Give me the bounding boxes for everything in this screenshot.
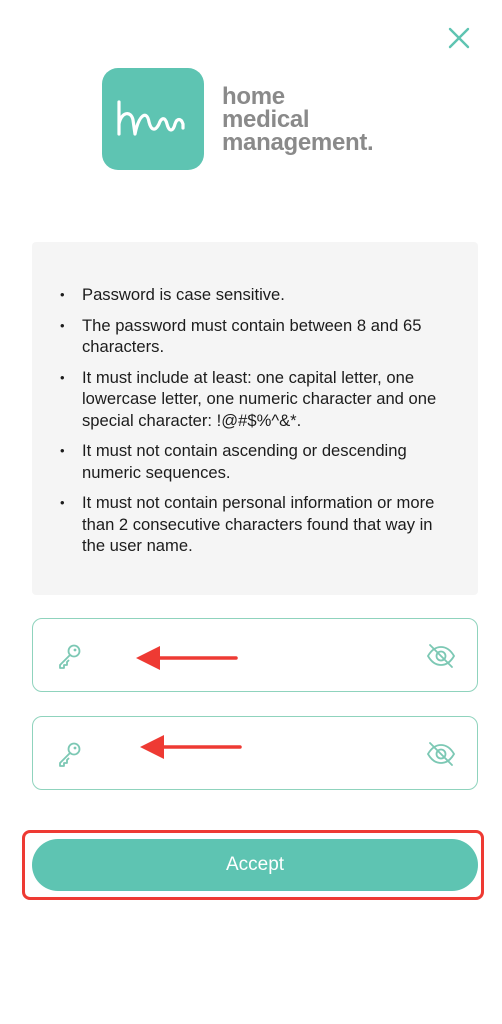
close-icon (440, 20, 478, 58)
annotation-arrow-left (134, 642, 238, 674)
rule-item: • It must not contain personal information or more than 2 consecutive characters found that way in the user name. (56, 492, 460, 557)
key-icon (55, 739, 85, 769)
rule-item: • It must not contain ascending or descending numeric sequences. (56, 440, 460, 483)
confirm-password-field[interactable] (32, 716, 478, 790)
hmm-logo-icon (102, 68, 204, 170)
eye-off-icon[interactable] (425, 739, 457, 769)
logo-line-1: home (222, 82, 285, 110)
logo-line-3: management. (222, 128, 374, 156)
rule-item: • It must include at least: one capital letter, one lowercase letter, one numeric character and one special character: !@#$%^&*. (56, 367, 460, 432)
annotation-arrow-left (138, 731, 242, 763)
logo-line-2: medical (222, 105, 310, 133)
close-button[interactable] (440, 20, 478, 58)
brand-logo (102, 68, 373, 170)
eye-off-icon[interactable] (425, 641, 457, 671)
rule-item: • The password must contain between 8 and 65 characters. (56, 315, 460, 358)
password-rules-panel (32, 242, 478, 595)
password-rules-list (56, 284, 460, 557)
key-icon (55, 641, 85, 671)
accept-button[interactable]: Accept (32, 839, 478, 891)
logo-wordmark (222, 82, 374, 156)
rule-item: • Password is case sensitive. (56, 284, 460, 306)
password-field[interactable] (32, 618, 478, 692)
